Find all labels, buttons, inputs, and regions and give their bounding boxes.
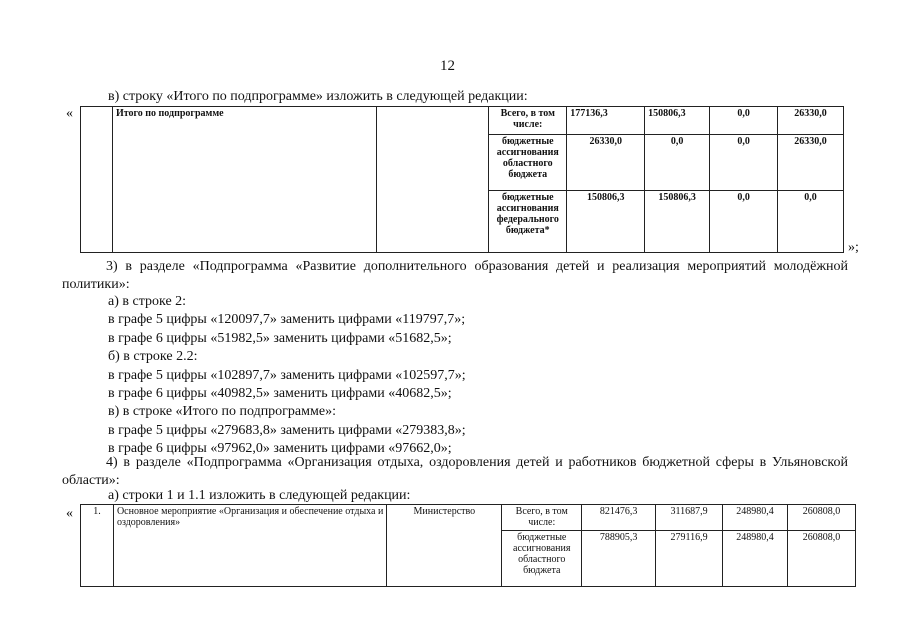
table1-value: 0,0 xyxy=(710,107,778,135)
table2-num-cell: 1. xyxy=(81,505,114,587)
table1-num-cell xyxy=(81,107,113,253)
table2-value: 260808,0 xyxy=(788,531,856,587)
table2-value: 260808,0 xyxy=(788,505,856,531)
table1-value: 150806,3 xyxy=(645,191,710,253)
paragraph-4-a: а) строки 1 и 1.1 изложить в следующей редакции: xyxy=(108,488,411,503)
list-item: в графе 6 цифры «40982,5» заменить цифрами «40682,5»; xyxy=(108,386,452,402)
page-number: 12 xyxy=(440,58,455,74)
table-row xyxy=(81,505,856,531)
table1-value: 177136,3 xyxy=(567,107,645,135)
table-row xyxy=(81,107,844,135)
table2-value: 279116,9 xyxy=(656,531,723,587)
table1-value: 26330,0 xyxy=(567,135,645,191)
table1-label: бюджетные ассигнования федерального бюджета* xyxy=(489,191,567,253)
table1-value: 0,0 xyxy=(710,135,778,191)
list-item: в) в строке «Итого по подпрограмме»: xyxy=(108,404,336,420)
list-item: в графе 5 цифры «102897,7» заменить цифрами «102597,7»; xyxy=(108,367,466,383)
paragraph-4: 4) в разделе «Подпрограмма «Организация отдыха, оздоровления детей и работников бюджетной сферы в Ульяновской области»: xyxy=(62,455,848,488)
table2-title-cell: Основное мероприятие «Организация и обеспечение отдыха и оздоровления» xyxy=(113,505,386,587)
table1-value: 150806,3 xyxy=(567,191,645,253)
list-item: в графе 6 цифры «97962,0» заменить цифрами «97662,0»; xyxy=(108,441,452,457)
table1-value: 26330,0 xyxy=(778,135,844,191)
table2-value: 788905,3 xyxy=(582,531,656,587)
table2-executor-cell: Министерство xyxy=(387,505,502,587)
table2-value: 248980,4 xyxy=(723,531,788,587)
table1-value: 0,0 xyxy=(710,191,778,253)
table1-label: Всего, в том числе: xyxy=(489,107,567,135)
table1-value: 150806,3 xyxy=(645,107,710,135)
table2-open-quote: « xyxy=(66,506,73,521)
list-item: в графе 6 цифры «51982,5» заменить цифрами «51682,5»; xyxy=(108,330,452,346)
paragraph-3: 3) в разделе «Подпрограмма «Развитие дополнительного образования детей и реализация мероприятий молодёжной политики»: xyxy=(62,259,848,292)
paragraph-v-intro: в) строку «Итого по подпрограмме» изложить в следующей редакции: xyxy=(108,89,528,104)
table1-value: 0,0 xyxy=(778,191,844,253)
table2-value: 311687,9 xyxy=(656,505,723,531)
table1-title-cell: Итого по подпрограмме xyxy=(112,107,376,253)
table2-value: 248980,4 xyxy=(723,505,788,531)
subprogram-total-table xyxy=(80,106,844,253)
table2-value: 821476,3 xyxy=(582,505,656,531)
table1-open-quote: « xyxy=(66,106,73,121)
table1-value: 0,0 xyxy=(645,135,710,191)
amendment-list xyxy=(108,293,466,459)
table1-label: бюджетные ассигнования областного бюджета xyxy=(489,135,567,191)
event-table xyxy=(80,504,856,587)
table1-value: 26330,0 xyxy=(778,107,844,135)
list-item: в графе 5 цифры «279683,8» заменить цифрами «279383,8»; xyxy=(108,422,466,438)
table2-label: Всего, в том числе: xyxy=(502,505,582,531)
table1-executor-cell xyxy=(376,107,489,253)
list-item: а) в строке 2: xyxy=(108,294,187,309)
list-item: в графе 5 цифры «120097,7» заменить цифрами «119797,7»; xyxy=(108,312,466,328)
table1-close-quote: »; xyxy=(848,240,859,255)
table2-label: бюджетные ассигнования областного бюджета xyxy=(502,531,582,587)
list-item: б) в строке 2.2: xyxy=(108,349,198,365)
